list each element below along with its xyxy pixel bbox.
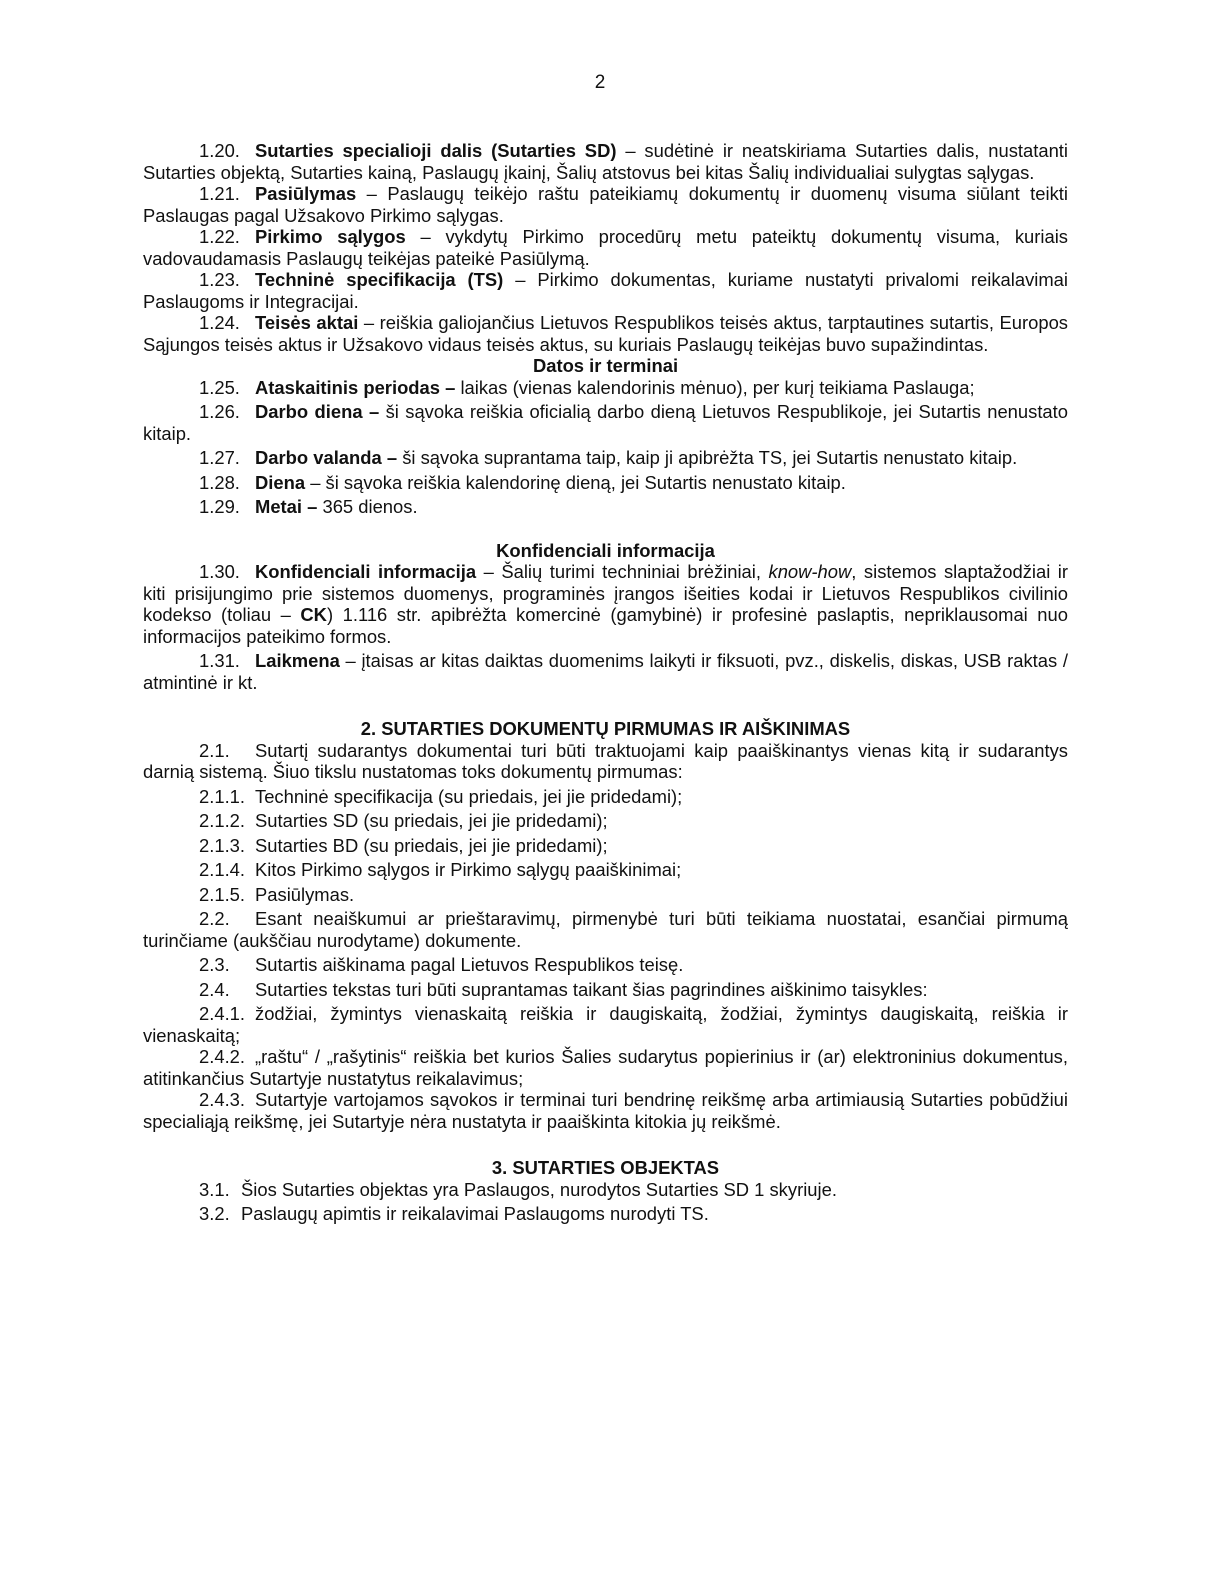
definition-text: – sudėtinė ir neatskiriama Sutarties dalis, nustatanti Sutarties objektą, Sutarties kainą, Paslaugų įkainį, Šalių atstovus bei kitas Šalių individualiai sulygtas sąlygas. bbox=[143, 140, 1069, 183]
clause-text: Sutartis aiškinama pagal Lietuvos Respublikos teisę. bbox=[255, 954, 684, 975]
definition-1-31 bbox=[143, 650, 1068, 693]
definition-1-25 bbox=[143, 377, 1068, 399]
definition-1-24 bbox=[143, 312, 1068, 355]
definition-text: – ši sąvoka reiškia kalendorinę dieną, jei Sutartis nenustato kitaip. bbox=[305, 471, 846, 493]
clause-number: 2.4.1. bbox=[199, 1003, 246, 1024]
clause-2-2 bbox=[143, 908, 1068, 951]
section-2-title: 2. SUTARTIES DOKUMENTŲ PIRMUMAS IR AIŠKINIMAS bbox=[360, 718, 851, 739]
clause-2-3 bbox=[143, 954, 1068, 976]
clause-number: 1.24. bbox=[199, 312, 240, 333]
defined-term: Ataskaitinis periodas – bbox=[255, 376, 456, 398]
definition-text: , sistemos slaptažodžiai ir kiti prisijungimo prie sistemos duomenys, programinės įrangos išeities kodai ir Lietuvos Respublikos civilinio kodekso (toliau – bbox=[143, 561, 1069, 625]
clause-number: 2.1.4. bbox=[199, 859, 246, 880]
definition-1-29 bbox=[143, 496, 1068, 518]
clause-2-4-3 bbox=[143, 1089, 1068, 1132]
clause-2-4 bbox=[143, 979, 1068, 1001]
clause-number: 2.4. bbox=[199, 978, 230, 1000]
definition-text: 365 dienos. bbox=[317, 496, 418, 517]
clause-number: 1.30. bbox=[199, 561, 240, 582]
clause-number: 1.20. bbox=[199, 140, 240, 161]
clause-number: 2.3. bbox=[199, 954, 230, 975]
clause-text: Kitos Pirkimo sąlygos ir Pirkimo sąlygų paaiškinimai; bbox=[255, 859, 682, 880]
defined-term: Darbo diena – bbox=[255, 401, 380, 422]
definition-text: – Šalių turimi techniniai brėžiniai, bbox=[476, 561, 769, 582]
definition-text: – Pirkimo dokumentas, kuriame nustatyti privalomi reikalavimai Paslaugoms ir Integracijai. bbox=[143, 269, 1068, 312]
clause-2-4-1 bbox=[143, 1003, 1068, 1046]
clause-number: 2.4.3. bbox=[199, 1089, 246, 1110]
clause-text: žodžiai, žymintys vienaskaitą reiškia ir daugiskaitą, žodžiai, žymintys daugiskaitą, reiškia ir vienaskaitą; bbox=[143, 1003, 1068, 1046]
clause-text: Sutarties SD (su priedais, jei jie pridedami); bbox=[255, 810, 608, 831]
heading-confidential: Konfidenciali informacija bbox=[496, 539, 715, 561]
clause-text: Sutarties BD (su priedais, jei jie pridedami); bbox=[255, 834, 608, 856]
clause-text: Sutarties tekstas turi būti suprantamas taikant šias pagrindines aiškinimo taisykles: bbox=[255, 978, 928, 1000]
clause-number: 2.4.2. bbox=[199, 1046, 246, 1067]
definition-1-20 bbox=[143, 140, 1068, 183]
definition-text: ši sąvoka suprantama taip, kaip ji apibrėžta TS, jei Sutartis nenustato kitaip. bbox=[397, 447, 1018, 468]
definition-1-22 bbox=[143, 226, 1068, 269]
clause-number: 1.27. bbox=[199, 447, 240, 468]
defined-term: Techninė specifikacija (TS) bbox=[255, 269, 504, 290]
clause-text: Paslaugų apimtis ir reikalavimai Paslaugoms nurodyti TS. bbox=[241, 1203, 709, 1224]
list-item-2-1-1 bbox=[143, 786, 1068, 808]
definition-text: laikas (vienas kalendorinis mėnuo), per kurį teikiama Paslauga; bbox=[455, 376, 975, 398]
defined-term: Laikmena bbox=[255, 650, 340, 671]
clause-text: Šios Sutarties objektas yra Paslaugos, nurodytos Sutarties SD 1 skyriuje. bbox=[241, 1178, 837, 1200]
clause-text: Esant neaiškumui ar prieštaravimų, pirmenybė turi būti teikiama nuostatai, esančiai pirmumą turinčiame (aukščiau nurodytame) dokumente. bbox=[143, 908, 1068, 951]
clause-number: 3.2. bbox=[199, 1203, 230, 1224]
definition-1-28 bbox=[143, 472, 1068, 494]
definition-text: – Paslaugų teikėjo raštu pateikiamų dokumentų ir duomenų visuma siūlant teikti Paslaugas pagal Užsakovo Pirkimo sąlygas. bbox=[143, 183, 1068, 226]
section-3-title: 3. SUTARTIES OBJEKTAS bbox=[491, 1157, 720, 1178]
clause-number: 1.29. bbox=[199, 496, 240, 517]
heading-dates: Datos ir terminai bbox=[532, 355, 679, 376]
clause-number: 2.2. bbox=[199, 908, 230, 929]
document-body bbox=[143, 140, 1068, 1225]
clause-number: 2.1.3. bbox=[199, 834, 246, 856]
clause-text: Sutartyje vartojamos sąvokos ir terminai turi bendrinę reikšmę arba artimiausią Sutarties pobūdžiui specialiąją reikšmę, jei Sutartyje nėra nustatyta ir paaiškinta kitokia jų reikšmė. bbox=[143, 1089, 1068, 1132]
list-item-2-1-2 bbox=[143, 810, 1068, 832]
clause-number: 1.28. bbox=[199, 471, 240, 493]
clause-text: Pasiūlymas. bbox=[255, 883, 355, 905]
list-item-2-1-5 bbox=[143, 884, 1068, 906]
clause-number: 1.26. bbox=[199, 401, 240, 422]
list-item-2-1-3 bbox=[143, 835, 1068, 857]
clause-number: 2.1. bbox=[199, 739, 230, 761]
definition-text: – reiškia galiojančius Lietuvos Respublikos teisės aktus, tarptautines sutartis, Europos Sąjungos teisės aktus ir Užsakovo vidaus teisės aktus, su kuriais Paslaugų teikėjas buvo supažindintas. bbox=[143, 312, 1068, 355]
clause-number: 1.21. bbox=[199, 183, 240, 204]
defined-term: Diena bbox=[255, 471, 306, 493]
definition-1-27 bbox=[143, 447, 1068, 469]
clause-3-1 bbox=[143, 1179, 1068, 1201]
abbreviation: CK bbox=[300, 604, 327, 625]
clause-3-2 bbox=[143, 1203, 1068, 1225]
defined-term: Konfidenciali informacija bbox=[255, 561, 477, 582]
definition-text: ) 1.116 str. apibrėžta komercinė (gamybinė) ir profesinė paslaptis, nepriklausomai nuo informacijos pateikimo formos. bbox=[143, 604, 1068, 647]
clause-number: 1.25. bbox=[199, 376, 240, 398]
list-item-2-1-4 bbox=[143, 859, 1068, 881]
definition-1-21 bbox=[143, 183, 1068, 226]
definition-text: ši sąvoka reiškia oficialią darbo dieną Lietuvos Respublikoje, jei Sutartis nenustato kitaip. bbox=[143, 401, 1068, 444]
defined-term: Teisės aktai bbox=[255, 312, 359, 333]
clause-number: 1.23. bbox=[199, 269, 240, 290]
clause-number: 1.22. bbox=[199, 226, 240, 247]
italic-term: know-how bbox=[768, 561, 852, 582]
clause-2-1 bbox=[143, 740, 1068, 783]
defined-term: Sutarties specialioji dalis (Sutarties SD) bbox=[255, 140, 617, 161]
defined-term: Pasiūlymas bbox=[255, 183, 357, 204]
clause-number: 2.1.1. bbox=[199, 785, 246, 807]
clause-2-4-2 bbox=[143, 1046, 1068, 1089]
page-number: 2 bbox=[594, 72, 606, 93]
definition-1-30 bbox=[143, 561, 1068, 647]
definition-1-26 bbox=[143, 401, 1068, 444]
definition-1-23 bbox=[143, 269, 1068, 312]
defined-term: Metai – bbox=[255, 496, 318, 517]
clause-number: 3.1. bbox=[199, 1178, 230, 1200]
clause-number: 2.1.5. bbox=[199, 883, 246, 905]
definition-text: – vykdytų Pirkimo procedūrų metu pateiktų dokumentų visuma, kuriais vadovaudamasis Paslaugų teikėjas pateikė Pasiūlymą. bbox=[143, 226, 1068, 269]
clause-number: 1.31. bbox=[199, 650, 240, 671]
clause-text: „raštu“ / „rašytinis“ reiškia bet kurios Šalies sudarytus popierinius ir (ar) elektroninius dokumentus, atitinkančius Sutartyje nustatytus reikalavimus; bbox=[143, 1046, 1068, 1089]
definition-text: – įtaisas ar kitas daiktas duomenims laikyti ir fiksuoti, pvz., diskelis, diskas, USB raktas / atmintinė ir kt. bbox=[143, 650, 1068, 693]
clause-text: Sutartį sudarantys dokumentai turi būti traktuojami kaip paaiškinantys vienas kitą ir sudarantys darnią sistemą. Šiuo tikslu nustatomas toks dokumentų pirmumas: bbox=[143, 739, 1068, 782]
defined-term: Darbo valanda – bbox=[255, 447, 398, 468]
clause-text: Techninė specifikacija (su priedais, jei jie pridedami); bbox=[255, 785, 683, 807]
clause-number: 2.1.2. bbox=[199, 810, 246, 831]
defined-term: Pirkimo sąlygos bbox=[255, 226, 406, 247]
